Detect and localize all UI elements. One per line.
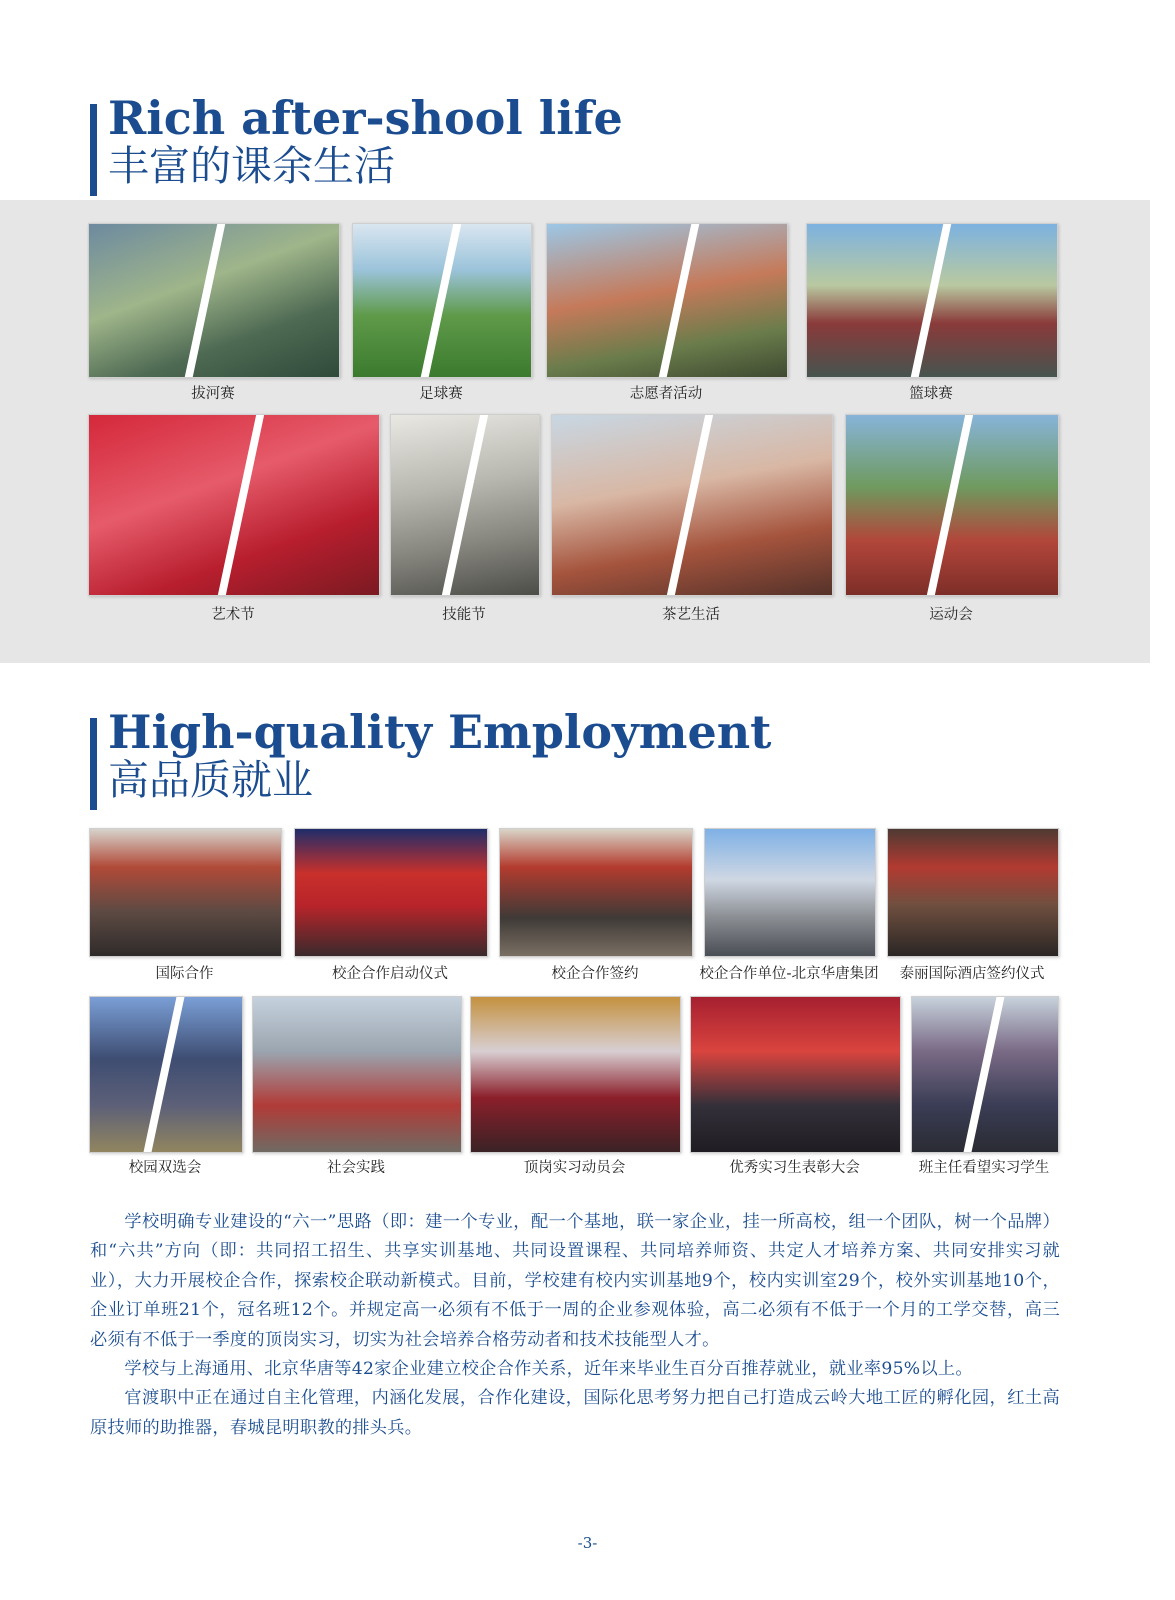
photo-launch-ceremony: [294, 828, 488, 957]
photo-skills-festival: [390, 414, 540, 596]
paragraph-1: 学校明确专业建设的“六一”思路（即：建一个专业，配一个基地，联一家企业，挂一所高校，组一个团队，树一个品牌）和“六共”方向（即：共同招工招生、共享实训基地、共同设置课程、共同培养师资、共定人才培养方案、共同安排实习就业），大力开展校企合作，探索校企联动新模式。目前，学校建有校内实训基地9个，校内实训室29个，校外实训基地10个，企业订单班21个，冠名班12个。并规定高一必须有不低于一周的企业参观体验，高二必须有不低于一个月的工学交替，高三必须有不低于一季度的顶岗实习，切实为社会培养合格劳动者和技术技能型人才。: [90, 1212, 1060, 1350]
photo-football: [352, 223, 532, 378]
section-title-zh: 丰富的课余生活: [108, 142, 395, 190]
section-title-en: Rich after-shool life: [108, 91, 623, 145]
paragraph-3: 官渡职中正在通过自主化管理，内涵化发展，合作化建设，国际化思考努力把自己打造成云岭大地工匠的孵化园，红土高原技师的助推器，春城昆明职教的排头兵。: [90, 1388, 1060, 1438]
caption-taili-hotel: 泰丽国际酒店签约仪式: [899, 966, 1045, 982]
caption-internship-mobilization: 顶岗实习动员会: [523, 1160, 626, 1176]
caption-intern-awards: 优秀实习生表彰大会: [729, 1160, 860, 1176]
caption-sports-meet: 运动会: [929, 607, 973, 623]
caption-huatang-group: 校企合作单位-北京华唐集团: [699, 966, 879, 982]
photo-volunteer: [546, 223, 788, 378]
heading-accent-bar: [90, 718, 97, 810]
photo-intern-awards: [690, 996, 901, 1153]
photo-internship-mobilization: [470, 996, 681, 1153]
page-number: -3-: [577, 1534, 598, 1552]
caption-social-practice: 社会实践: [327, 1160, 385, 1176]
section-title-en: High-quality Employment: [108, 705, 772, 759]
photo-sports-meet: [845, 414, 1059, 596]
photo-signing: [499, 828, 693, 957]
caption-teacher-visit: 班主任看望实习学生: [918, 1160, 1050, 1176]
photo-huatang-group: [704, 828, 876, 957]
photo-job-fair: [89, 996, 243, 1153]
caption-international-cooperation: 国际合作: [155, 966, 214, 982]
caption-art-festival: 艺术节: [211, 607, 255, 623]
caption-volunteer: 志愿者活动: [629, 386, 703, 402]
section-title-zh: 高品质就业: [108, 756, 313, 804]
caption-skills-festival: 技能节: [442, 607, 486, 623]
photo-art-festival: [88, 414, 380, 596]
photo-teacher-visit: [911, 996, 1059, 1153]
caption-signing: 校企合作签约: [551, 966, 639, 982]
caption-basketball: 篮球赛: [909, 386, 953, 402]
paragraph-2: 学校与上海通用、北京华唐等42家企业建立校企合作关系，近年来毕业生百分百推荐就业，就业率95%以上。: [124, 1359, 973, 1380]
photo-taili-hotel: [887, 828, 1059, 957]
photo-social-practice: [252, 996, 462, 1153]
caption-launch-ceremony: 校企合作启动仪式: [332, 966, 448, 982]
caption-football: 足球赛: [419, 386, 463, 402]
photo-tea-art: [551, 414, 833, 596]
photo-basketball: [806, 223, 1058, 378]
photo-international-cooperation: [89, 828, 282, 957]
caption-tug-of-war: 拔河赛: [191, 386, 235, 402]
employment-description: [90, 1208, 1060, 1443]
caption-tea-art: 茶艺生活: [662, 607, 720, 623]
photo-tug-of-war: [88, 223, 340, 378]
heading-accent-bar: [90, 104, 97, 196]
caption-job-fair: 校园双选会: [128, 1160, 202, 1176]
